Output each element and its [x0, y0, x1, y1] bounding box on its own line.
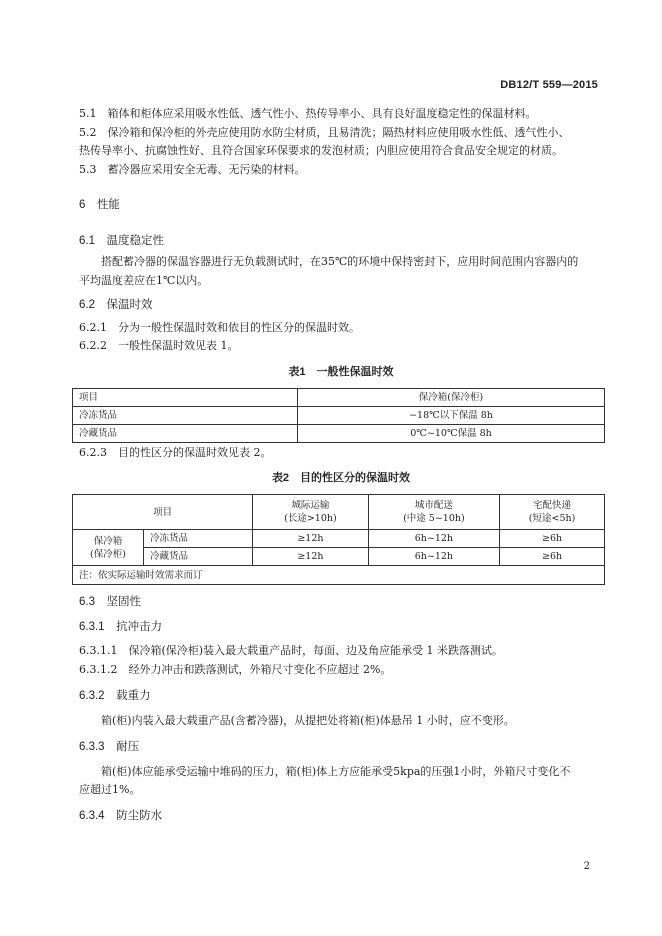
table1-row1-label: 冷冻货品 [73, 407, 298, 425]
table2-row1-v2: 6h~12h [368, 530, 499, 548]
clause-6-3-1-2: 6.3.1.2 经外力冲击和跌落测试，外箱尺寸变化不应超过 2%。 [79, 662, 392, 676]
table2-row1-v1: ≥12h [253, 530, 369, 548]
section-6-3-4-heading: 6.3.4 防尘防水 [79, 809, 163, 822]
table2-row2-v2: 6h~12h [368, 548, 499, 566]
clause-5-2-line2: 热传导率小、抗腐蚀性好、且符合国家环保要求的发泡材质；内胆应使用符合食品安全规定的材质。 [79, 144, 563, 157]
table1-row2-label: 冷藏货品 [73, 425, 298, 443]
table2-group-line2: (保冷柜) [90, 548, 126, 560]
clause-5-3: 5.3 蓄冷器应采用安全无毒、无污染的材料。 [79, 162, 306, 176]
table2-col1-sub: (长途>10h) [284, 513, 337, 524]
table2 [72, 494, 605, 585]
table1 [72, 388, 605, 443]
section-6-3-1-heading: 6.3.1 抗冲击力 [79, 620, 163, 633]
table2-note: 注：依实际运输时效需求而订 [73, 566, 605, 585]
table1-row2-value: 0℃~10℃保温 8h [298, 425, 605, 443]
table2-group-line1: 保冷箱 [93, 535, 123, 547]
clause-6-3-2: 箱(柜)内装入最大载重产品(含蓄冷器)，从提把处将箱(柜)体悬吊 1 小时，应不变形。 [101, 713, 515, 727]
table2-col1-name: 城际运输 [291, 500, 330, 511]
section-6-2-heading: 6.2 保温时效 [79, 299, 153, 311]
table-row [73, 425, 605, 443]
table2-col3-sub: (短途<5h) [528, 513, 576, 524]
table1-row1-value: −18℃以下保温 8h [298, 407, 605, 425]
table2-header-row [73, 495, 605, 530]
table2-row2-v1: ≥12h [253, 548, 369, 566]
section-6-3-3-heading: 6.3.3 耐压 [79, 741, 140, 753]
clause-6-2-1: 6.2.1 分为一般性保温时效和依目的性区分的保温时效。 [79, 320, 360, 334]
doc-code-header: DB12/T 559—2015 [500, 79, 598, 91]
table2-col2-sub: (中途 5~10h) [403, 513, 465, 524]
table1-header-row [73, 389, 605, 407]
section-6-3-2-heading: 6.3.2 载重力 [79, 690, 151, 702]
table2-header-col1 [253, 495, 369, 530]
table2-row1-label: 冷冻货品 [144, 530, 253, 548]
table2-header-col3 [500, 495, 605, 530]
table2-note-row [73, 566, 605, 585]
clause-6-1-line1: 搭配蓄冷器的保温容器进行无负载测试时，在35℃的环境中保持密封下，应用时间范围内容器内的 [101, 255, 579, 268]
table2-group-label [73, 530, 144, 566]
clause-6-1-line2: 平均温度差应在1℃以内。 [79, 273, 209, 287]
clause-5-1: 5.1 箱体和柜体应采用吸水性低、透气性小、热传导率小、具有良好温度稳定性的保温材料。 [79, 107, 537, 120]
table-row [73, 548, 605, 566]
table1-caption: 表1 一般性保温时效 [288, 365, 394, 378]
table2-row2-label: 冷藏货品 [144, 548, 253, 566]
clause-6-3-3-line2: 应超过1%。 [79, 783, 141, 796]
table1-header-item: 项目 [73, 389, 298, 407]
clause-5-2-line1: 5.2 保冷箱和保冷柜的外壳应使用防水防尘材质，且易清洗；隔热材料应使用吸水性低、透气性小、 [79, 125, 570, 139]
table2-col3-name: 宅配快递 [533, 500, 572, 511]
clause-6-3-3-line1: 箱(柜)体应能承受运输中堆码的压力，箱(柜)体上方应能承受5kpa的压强1小时，外箱尺寸变化不 [101, 764, 571, 778]
clause-6-2-3: 6.2.3 目的性区分的保温时效见表 2。 [79, 446, 272, 459]
section-6-1-heading: 6.1 温度稳定性 [79, 234, 164, 247]
table1-header-container: 保冷箱(保冷柜) [298, 389, 605, 407]
table2-caption: 表2 目的性区分的保温时效 [271, 471, 411, 484]
page-number: 2 [583, 861, 590, 872]
table2-col2-name: 城市配送 [414, 500, 453, 511]
table2-row1-v3: ≥6h [500, 530, 605, 548]
section-6-3-heading: 6.3 坚固性 [79, 596, 141, 608]
table-row [73, 530, 605, 548]
section-6-heading: 6 性能 [79, 199, 120, 211]
clause-6-3-1-1: 6.3.1.1 保冷箱(保冷柜)装入最大载重产品时，每面、边及角应能承受 1 米跌落测试。 [79, 644, 504, 657]
clause-6-2-2: 6.2.2 一般性保温时效见表 1。 [79, 339, 239, 352]
table-row [73, 407, 605, 425]
table2-header-item: 项目 [73, 495, 253, 530]
table2-header-col2 [368, 495, 499, 530]
document-body [79, 105, 603, 825]
table2-row2-v3: ≥6h [500, 548, 605, 566]
